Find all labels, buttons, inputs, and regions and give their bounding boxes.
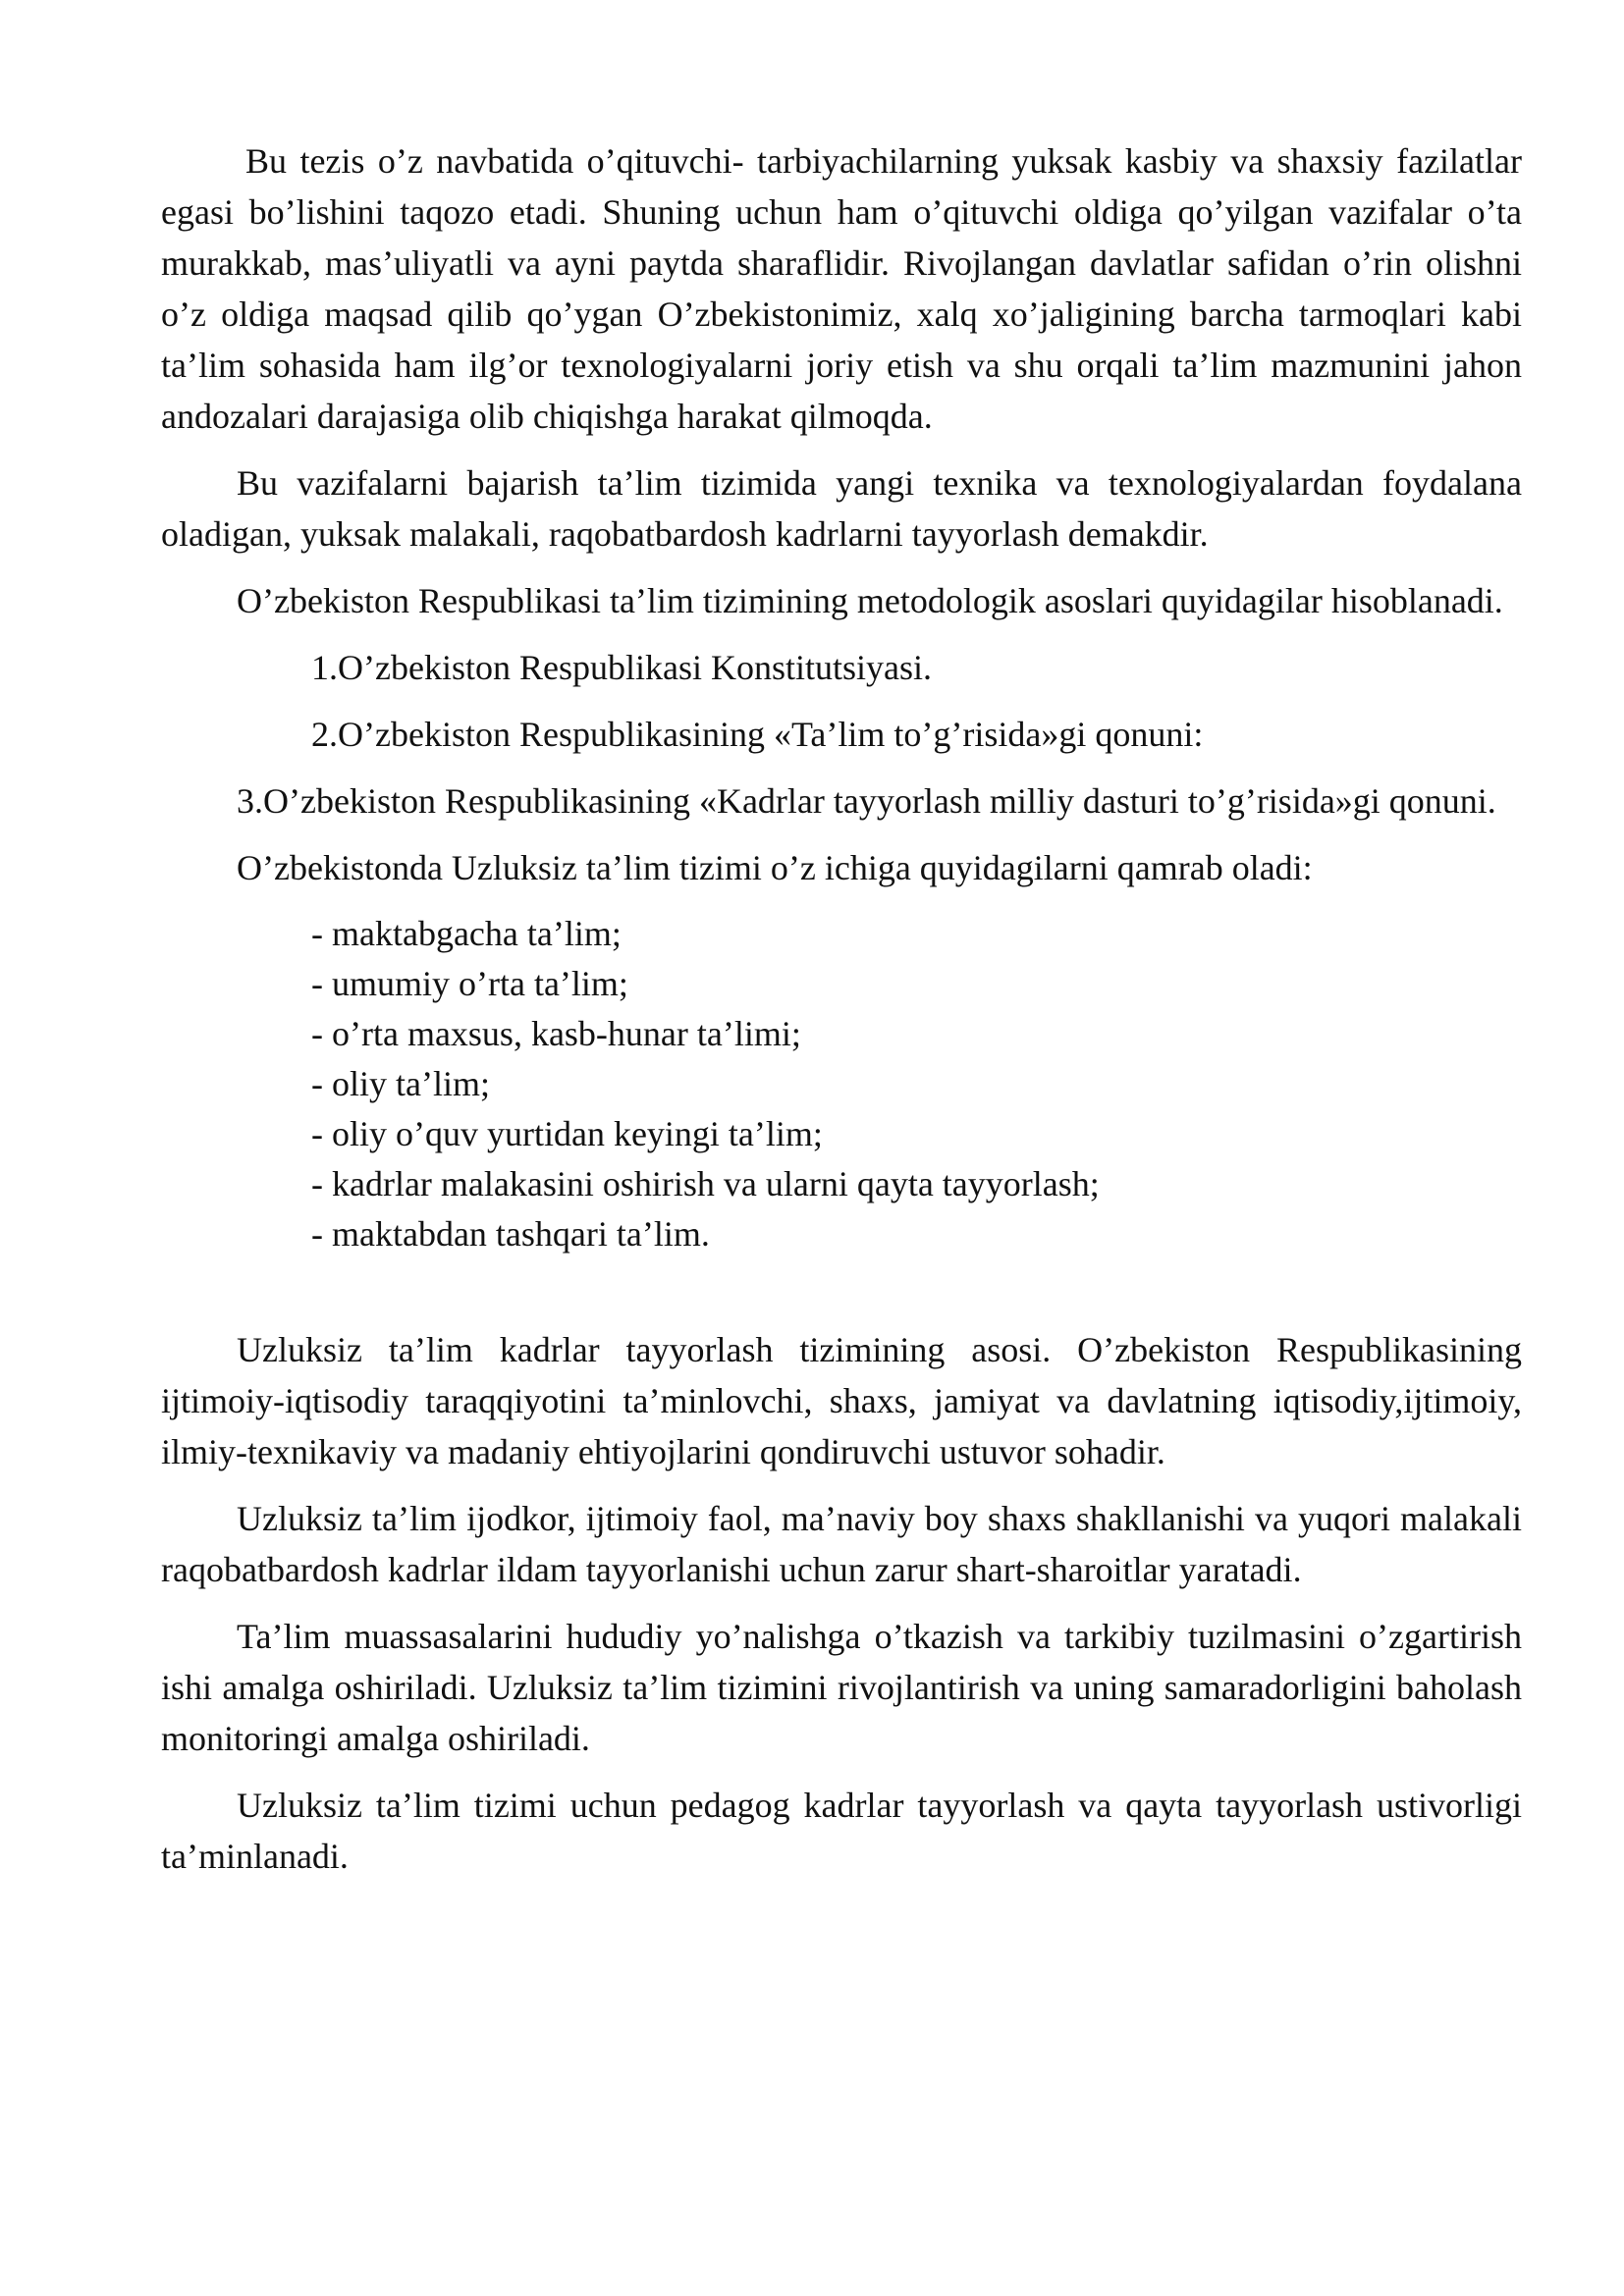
list-item: - maktabdan tashqari ta’lim. — [311, 1214, 710, 1254]
paragraph-methodology: O’zbekiston Respublikasi ta’lim tizimining metodologik asoslari quyidagilar hisoblanadi. — [237, 581, 1503, 620]
numbered-item-2: 2.O’zbekiston Respublikasining «Ta’lim to’g’risida»gi qonuni: — [311, 715, 1204, 754]
numbered-item-3: 3.O’zbekiston Respublikasining «Kadrlar tayyorlash milliy dasturi to’g’risida»gi qonuni. — [237, 781, 1496, 821]
paragraph-conditions: Uzluksiz ta’lim ijodkor, ijtimoiy faol, ma’naviy boy shaxs shakllanishi va yuqori malakali raqobatbardosh kadrlar ildam tayyorlanishi uchun zarur shart-sharoitlar yaratadi. — [161, 1499, 1522, 1589]
list-item: - maktabgacha ta’lim; — [311, 914, 622, 953]
list-item: - kadrlar malakasini oshirish va ularni qayta tayyorlash; — [311, 1164, 1100, 1203]
list-item: - o’rta maxsus, kasb-hunar ta’limi; — [311, 1014, 801, 1053]
paragraph-foundation: Uzluksiz ta’lim kadrlar tayyorlash tizimining asosi. O’zbekiston Respublikasining ijtimoiy-iqtisodiy taraqqiyotini ta’minlovchi, shaxs, jamiyat va davlatning iqtisodiy,ijtimoiy, ilmiy-texnikaviy va madaniy ehtiyojlarini qondiruvchi ustuvor sohadir. — [161, 1330, 1522, 1471]
paragraph-tasks: Bu vazifalarni bajarish ta’lim tizimida yangi texnika va texnologiyalardan foydalana oladigan, yuksak malakali, raqobatbardosh kadrlarni tayyorlash demakdir. — [161, 463, 1522, 554]
paragraph-institutions: Ta’lim muassasalarini hududiy yo’nalishga o’tkazish va tarkibiy tuzilmasini o’zgartirish ishi amalga oshiriladi. Uzluksiz ta’lim tizimini rivojlantirish va uning samaradorligini baholash monitoringi amalga oshiriladi. — [161, 1617, 1522, 1758]
paragraph-intro: Bu tezis o’z navbatida o’qituvchi- tarbiyachilarning yuksak kasbiy va shaxsiy fazilatlar egasi bo’lishini taqozo etadi. Shuning uchun ham o’qituvchi oldiga qo’yilgan vazifalar o’ta murakkab, mas’uliyatli va ayni paytda sharaflidir. Rivojlangan davlatlar safidan o’rin olishni o’z oldiga maqsad qilib qo’ygan O’zbekistonimiz, xalq xo’jaligining barcha tarmoqlari kabi ta’lim sohasida ham ilg’or texnologiyalarni joriy etish va shu orqali ta’lim mazmunini jahon andozalari darajasiga olib chiqishga harakat qilmoqda. — [161, 141, 1522, 436]
list-item: - umumiy o’rta ta’lim; — [311, 964, 628, 1003]
list-item: - oliy o’quv yurtidan keyingi ta’lim; — [311, 1114, 823, 1153]
numbered-item-1: 1.O’zbekiston Respublikasi Konstitutsiyasi. — [311, 648, 932, 687]
education-types-list — [161, 909, 1522, 1259]
paragraph-teacher-training: Uzluksiz ta’lim tizimi uchun pedagog kadrlar tayyorlash va qayta tayyorlash ustivorligi ta’minlanadi. — [161, 1786, 1522, 1876]
paragraph-continuous-education: O’zbekistonda Uzluksiz ta’lim tizimi o’z ichiga quyidagilarni qamrab oladi: — [237, 848, 1313, 887]
list-item: - oliy ta’lim; — [311, 1064, 490, 1103]
document-page — [161, 135, 1522, 1882]
